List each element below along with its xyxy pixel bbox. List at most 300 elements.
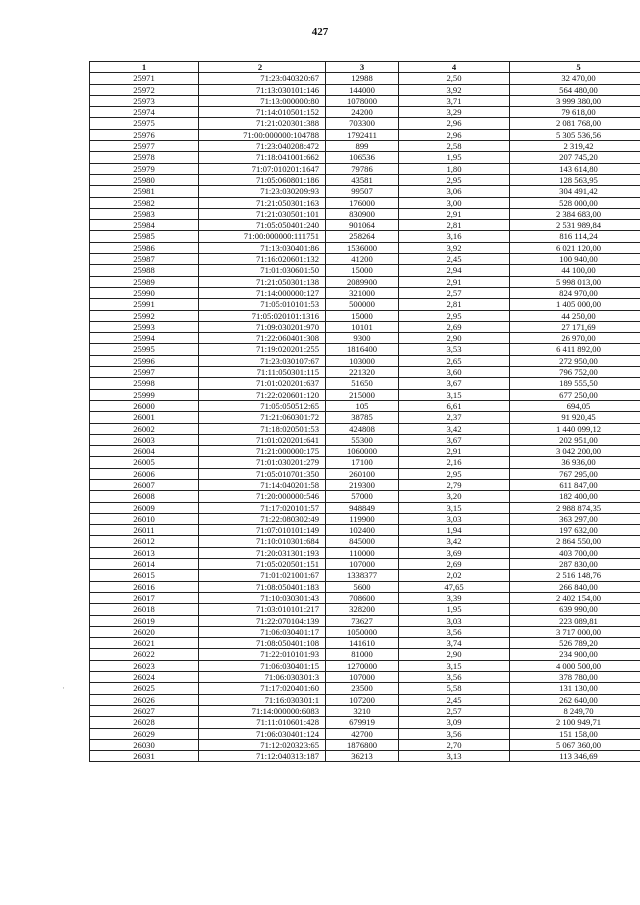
cadastral-value-cell: 100 940,00 (510, 254, 640, 265)
row-number-cell: 26024 (90, 672, 199, 683)
cadastral-value-cell: 202 951,00 (510, 434, 640, 445)
area-cell: 107200 (326, 694, 399, 705)
cadastral-number-cell: 71:13:030401:86 (199, 242, 326, 253)
cadastral-value-cell: 91 920,45 (510, 412, 640, 423)
cadastral-value-cell: 44 250,00 (510, 310, 640, 321)
row-number-cell: 26025 (90, 683, 199, 694)
specific-value-cell: 2,90 (399, 333, 510, 344)
specific-value-cell: 2,91 (399, 446, 510, 457)
cadastral-number-cell: 71:09:030201:970 (199, 321, 326, 332)
table-row (90, 513, 640, 524)
row-number-cell: 25986 (90, 242, 199, 253)
table-header (90, 62, 640, 73)
table-row (90, 491, 640, 502)
area-cell: 105 (326, 400, 399, 411)
table-row (90, 265, 640, 276)
table-row (90, 649, 640, 660)
specific-value-cell: 2,57 (399, 705, 510, 716)
cadastral-value-cell: 2 081 768,00 (510, 118, 640, 129)
specific-value-cell: 3,56 (399, 672, 510, 683)
area-cell: 1816400 (326, 344, 399, 355)
row-number-cell: 25991 (90, 299, 199, 310)
specific-value-cell: 2,96 (399, 118, 510, 129)
specific-value-cell: 3,15 (399, 660, 510, 671)
header-row (90, 62, 640, 73)
area-cell: 99507 (326, 186, 399, 197)
table-row (90, 321, 640, 332)
cadastral-number-cell: 71:01:021001:67 (199, 570, 326, 581)
table-row (90, 208, 640, 219)
cadastral-number-cell: 71:06:030401:124 (199, 728, 326, 739)
cadastral-value-cell: 143 614,80 (510, 163, 640, 174)
table-row (90, 717, 640, 728)
specific-value-cell: 3,03 (399, 615, 510, 626)
cadastral-number-cell: 71:23:040320:67 (199, 73, 326, 84)
area-cell: 424808 (326, 423, 399, 434)
area-cell: 57000 (326, 491, 399, 502)
specific-value-cell: 3,67 (399, 378, 510, 389)
area-cell: 830900 (326, 208, 399, 219)
specific-value-cell: 2,57 (399, 287, 510, 298)
area-cell: 901064 (326, 220, 399, 231)
cadastral-number-cell: 71:06:030401:17 (199, 626, 326, 637)
specific-value-cell: 3,92 (399, 84, 510, 95)
specific-value-cell: 3,92 (399, 242, 510, 253)
cadastral-number-cell: 71:22:080302:49 (199, 513, 326, 524)
specific-value-cell: 3,42 (399, 536, 510, 547)
row-number-cell: 26030 (90, 739, 199, 750)
specific-value-cell: 2,81 (399, 220, 510, 231)
specific-value-cell: 3,69 (399, 547, 510, 558)
table-row (90, 672, 640, 683)
cadastral-number-cell: 71:05:010701:350 (199, 468, 326, 479)
cadastral-number-cell: 71:12:020323:65 (199, 739, 326, 750)
table-row (90, 446, 640, 457)
table-row (90, 389, 640, 400)
row-number-cell: 26022 (90, 649, 199, 660)
cadastral-number-cell: 71:07:010201:1647 (199, 163, 326, 174)
cadastral-value-cell: 2 402 154,00 (510, 592, 640, 603)
cadastral-number-cell: 71:10:030301:43 (199, 592, 326, 603)
cadastral-number-cell: 71:22:010101:93 (199, 649, 326, 660)
specific-value-cell: 3,53 (399, 344, 510, 355)
table-row (90, 638, 640, 649)
cadastral-value-cell: 79 618,00 (510, 107, 640, 118)
table-row (90, 95, 640, 106)
cadastral-number-cell: 71:22:020601:120 (199, 389, 326, 400)
table-row (90, 604, 640, 615)
cadastral-number-cell: 71:19:020201:255 (199, 344, 326, 355)
cadastral-number-cell: 71:16:020601:132 (199, 254, 326, 265)
row-number-cell: 26018 (90, 604, 199, 615)
table-row (90, 457, 640, 468)
table-row (90, 344, 640, 355)
specific-value-cell: 2,94 (399, 265, 510, 276)
area-cell: 708600 (326, 592, 399, 603)
cadastral-number-cell: 71:13:000000:80 (199, 95, 326, 106)
cadastral-number-cell: 71:05:020501:151 (199, 559, 326, 570)
cadastral-value-cell: 694,05 (510, 400, 640, 411)
cadastral-value-cell: 528 000,00 (510, 197, 640, 208)
cadastral-number-cell: 71:01:030601:50 (199, 265, 326, 276)
table-row (90, 547, 640, 558)
cadastral-number-cell: 71:01:020201:641 (199, 434, 326, 445)
area-cell: 17100 (326, 457, 399, 468)
row-number-cell: 26009 (90, 502, 199, 513)
specific-value-cell: 3,71 (399, 95, 510, 106)
row-number-cell: 26011 (90, 525, 199, 536)
cadastral-value-cell: 767 295,00 (510, 468, 640, 479)
area-cell: 15000 (326, 310, 399, 321)
specific-value-cell: 3,56 (399, 728, 510, 739)
cadastral-number-cell: 71:08:050401:183 (199, 581, 326, 592)
table-body (90, 73, 640, 762)
cadastral-number-cell: 71:03:010101:217 (199, 604, 326, 615)
row-number-cell: 25996 (90, 355, 199, 366)
area-cell: 1270000 (326, 660, 399, 671)
cadastral-value-cell: 32 470,00 (510, 73, 640, 84)
area-cell: 176000 (326, 197, 399, 208)
cadastral-value-cell: 2 319,42 (510, 141, 640, 152)
row-number-cell: 26003 (90, 434, 199, 445)
specific-value-cell: 2,37 (399, 412, 510, 423)
table-row (90, 287, 640, 298)
cadastral-value-cell: 223 089,81 (510, 615, 640, 626)
cadastral-value-cell: 363 297,00 (510, 513, 640, 524)
table-row (90, 220, 640, 231)
row-number-cell: 25990 (90, 287, 199, 298)
specific-value-cell: 3,67 (399, 434, 510, 445)
row-number-cell: 26013 (90, 547, 199, 558)
table-row (90, 592, 640, 603)
table-row (90, 310, 640, 321)
specific-value-cell: 2,95 (399, 310, 510, 321)
cadastral-number-cell: 71:06:030301:3 (199, 672, 326, 683)
cadastral-value-table (89, 61, 640, 762)
cadastral-number-cell: 71:23:030107:67 (199, 355, 326, 366)
area-cell: 948849 (326, 502, 399, 513)
table-row (90, 739, 640, 750)
specific-value-cell: 2,58 (399, 141, 510, 152)
table-row (90, 231, 640, 242)
area-cell: 81000 (326, 649, 399, 660)
cadastral-value-cell: 128 563,95 (510, 174, 640, 185)
table-row (90, 705, 640, 716)
area-cell: 15000 (326, 265, 399, 276)
area-cell: 119900 (326, 513, 399, 524)
table-row (90, 479, 640, 490)
row-number-cell: 26019 (90, 615, 199, 626)
area-cell: 102400 (326, 525, 399, 536)
table-row (90, 400, 640, 411)
specific-value-cell: 3,00 (399, 197, 510, 208)
row-number-cell: 25972 (90, 84, 199, 95)
cadastral-number-cell: 71:21:020301:388 (199, 118, 326, 129)
cadastral-number-cell: 71:17:020101:57 (199, 502, 326, 513)
cadastral-value-cell: 304 491,42 (510, 186, 640, 197)
row-number-cell: 26006 (90, 468, 199, 479)
cadastral-number-cell: 71:21:050301:138 (199, 276, 326, 287)
row-number-cell: 26029 (90, 728, 199, 739)
cadastral-value-cell: 3 999 380,00 (510, 95, 640, 106)
specific-value-cell: 2,16 (399, 457, 510, 468)
table-row (90, 728, 640, 739)
cadastral-value-cell: 44 100,00 (510, 265, 640, 276)
area-cell: 1338377 (326, 570, 399, 581)
table-row (90, 536, 640, 547)
table-row (90, 197, 640, 208)
specific-value-cell: 3,03 (399, 513, 510, 524)
row-number-cell: 26001 (90, 412, 199, 423)
specific-value-cell: 3,39 (399, 592, 510, 603)
table-row (90, 570, 640, 581)
specific-value-cell: 2,90 (399, 649, 510, 660)
row-number-cell: 25993 (90, 321, 199, 332)
specific-value-cell: 3,74 (399, 638, 510, 649)
cadastral-value-cell: 272 950,00 (510, 355, 640, 366)
area-cell: 43581 (326, 174, 399, 185)
cadastral-number-cell: 71:05:010101:53 (199, 299, 326, 310)
table-row (90, 412, 640, 423)
table-row (90, 333, 640, 344)
row-number-cell: 25992 (90, 310, 199, 321)
specific-value-cell: 2,45 (399, 694, 510, 705)
cadastral-value-cell: 824 970,00 (510, 287, 640, 298)
cadastral-number-cell: 71:12:040313:187 (199, 751, 326, 762)
row-number-cell: 26015 (90, 570, 199, 581)
table-row (90, 163, 640, 174)
table-row (90, 502, 640, 513)
area-cell: 141610 (326, 638, 399, 649)
cadastral-number-cell: 71:05:050512:65 (199, 400, 326, 411)
column-header-1: 1 (90, 62, 199, 73)
area-cell: 107000 (326, 559, 399, 570)
row-number-cell: 25995 (90, 344, 199, 355)
row-number-cell: 25989 (90, 276, 199, 287)
row-number-cell: 26027 (90, 705, 199, 716)
table-row (90, 468, 640, 479)
area-cell: 703300 (326, 118, 399, 129)
cadastral-number-cell: 71:05:060801:186 (199, 174, 326, 185)
row-number-cell: 25973 (90, 95, 199, 106)
specific-value-cell: 3,20 (399, 491, 510, 502)
cadastral-number-cell: 71:20:000000:546 (199, 491, 326, 502)
area-cell: 679919 (326, 717, 399, 728)
area-cell: 42700 (326, 728, 399, 739)
row-number-cell: 26005 (90, 457, 199, 468)
row-number-cell: 25977 (90, 141, 199, 152)
cadastral-number-cell: 71:23:040208:472 (199, 141, 326, 152)
specific-value-cell: 6,61 (399, 400, 510, 411)
area-cell: 106536 (326, 152, 399, 163)
cadastral-number-cell: 71:22:070104:139 (199, 615, 326, 626)
column-header-3: 3 (326, 62, 399, 73)
table-row (90, 73, 640, 84)
row-number-cell: 25988 (90, 265, 199, 276)
specific-value-cell: 3,42 (399, 423, 510, 434)
area-cell: 221320 (326, 367, 399, 378)
specific-value-cell: 47,65 (399, 581, 510, 592)
row-number-cell: 25987 (90, 254, 199, 265)
cadastral-value-cell: 2 384 683,00 (510, 208, 640, 219)
table-row (90, 129, 640, 140)
area-cell: 55300 (326, 434, 399, 445)
specific-value-cell: 2,45 (399, 254, 510, 265)
specific-value-cell: 2,69 (399, 321, 510, 332)
table-row (90, 186, 640, 197)
specific-value-cell: 3,56 (399, 626, 510, 637)
area-cell: 73627 (326, 615, 399, 626)
specific-value-cell: 5,58 (399, 683, 510, 694)
specific-value-cell: 2,79 (399, 479, 510, 490)
specific-value-cell: 2,95 (399, 468, 510, 479)
area-cell: 321000 (326, 287, 399, 298)
page-number: 427 (311, 26, 329, 38)
cadastral-value-cell: 5 067 360,00 (510, 739, 640, 750)
cadastral-number-cell: 71:05:020101:1316 (199, 310, 326, 321)
table-row (90, 751, 640, 762)
cadastral-value-cell: 6 021 120,00 (510, 242, 640, 253)
cadastral-number-cell: 71:21:030501:101 (199, 208, 326, 219)
cadastral-value-cell: 234 900,00 (510, 649, 640, 660)
cadastral-value-cell: 1 405 000,00 (510, 299, 640, 310)
area-cell: 260100 (326, 468, 399, 479)
cadastral-number-cell: 71:17:020401:60 (199, 683, 326, 694)
specific-value-cell: 3,16 (399, 231, 510, 242)
specific-value-cell: 1,95 (399, 152, 510, 163)
row-number-cell: 26016 (90, 581, 199, 592)
table-row (90, 174, 640, 185)
cadastral-number-cell: 71:22:060401:308 (199, 333, 326, 344)
cadastral-number-cell: 71:18:041001:662 (199, 152, 326, 163)
cadastral-value-cell: 266 840,00 (510, 581, 640, 592)
cadastral-value-cell: 564 480,00 (510, 84, 640, 95)
row-number-cell: 25985 (90, 231, 199, 242)
cadastral-value-cell: 6 411 892,00 (510, 344, 640, 355)
specific-value-cell: 2,96 (399, 129, 510, 140)
area-cell: 24200 (326, 107, 399, 118)
area-cell: 258264 (326, 231, 399, 242)
table-row (90, 254, 640, 265)
table-row (90, 299, 640, 310)
specific-value-cell: 1,80 (399, 163, 510, 174)
row-number-cell: 26023 (90, 660, 199, 671)
area-cell: 1050000 (326, 626, 399, 637)
table-row (90, 107, 640, 118)
cadastral-number-cell: 71:14:010501:152 (199, 107, 326, 118)
cadastral-value-cell: 2 516 148,76 (510, 570, 640, 581)
area-cell: 500000 (326, 299, 399, 310)
table-row (90, 355, 640, 366)
cadastral-value-cell: 2 864 550,00 (510, 536, 640, 547)
table-row (90, 141, 640, 152)
row-number-cell: 25971 (90, 73, 199, 84)
specific-value-cell: 3,15 (399, 389, 510, 400)
cadastral-number-cell: 71:08:050401:108 (199, 638, 326, 649)
cadastral-value-cell: 113 346,69 (510, 751, 640, 762)
cadastral-value-cell: 3 717 000,00 (510, 626, 640, 637)
row-number-cell: 26008 (90, 491, 199, 502)
cadastral-value-cell: 2 988 874,35 (510, 502, 640, 513)
area-cell: 328200 (326, 604, 399, 615)
area-cell: 103000 (326, 355, 399, 366)
cadastral-number-cell: 71:14:040201:58 (199, 479, 326, 490)
row-number-cell: 26026 (90, 694, 199, 705)
row-number-cell: 26010 (90, 513, 199, 524)
table-row (90, 242, 640, 253)
cadastral-number-cell: 71:01:020201:637 (199, 378, 326, 389)
cadastral-number-cell: 71:13:030101:146 (199, 84, 326, 95)
area-cell: 845000 (326, 536, 399, 547)
table-row (90, 525, 640, 536)
specific-value-cell: 3,15 (399, 502, 510, 513)
area-cell: 219300 (326, 479, 399, 490)
row-number-cell: 25978 (90, 152, 199, 163)
specific-value-cell: 3,09 (399, 717, 510, 728)
table-row (90, 581, 640, 592)
cadastral-number-cell: 71:01:030201:279 (199, 457, 326, 468)
cadastral-value-cell: 3 042 200,00 (510, 446, 640, 457)
cadastral-value-cell: 1 440 099,12 (510, 423, 640, 434)
area-cell: 1078000 (326, 95, 399, 106)
cadastral-number-cell: 71:21:000000:175 (199, 446, 326, 457)
column-header-4: 4 (399, 62, 510, 73)
row-number-cell: 26004 (90, 446, 199, 457)
area-cell: 144000 (326, 84, 399, 95)
cadastral-value-cell: 262 640,00 (510, 694, 640, 705)
cadastral-value-cell: 207 745,20 (510, 152, 640, 163)
row-number-cell: 26017 (90, 592, 199, 603)
specific-value-cell: 1,95 (399, 604, 510, 615)
table-row (90, 423, 640, 434)
row-number-cell: 26031 (90, 751, 199, 762)
table-row (90, 118, 640, 129)
row-number-cell: 25998 (90, 378, 199, 389)
row-number-cell: 26014 (90, 559, 199, 570)
area-cell: 110000 (326, 547, 399, 558)
cadastral-value-cell: 639 990,00 (510, 604, 640, 615)
row-number-cell: 26020 (90, 626, 199, 637)
cadastral-value-cell: 816 114,24 (510, 231, 640, 242)
area-cell: 23500 (326, 683, 399, 694)
column-header-5: 5 (510, 62, 640, 73)
cadastral-value-cell: 378 780,00 (510, 672, 640, 683)
table-row (90, 694, 640, 705)
row-number-cell: 25997 (90, 367, 199, 378)
cadastral-number-cell: 71:07:010101:149 (199, 525, 326, 536)
cadastral-number-cell: 71:18:020501:53 (199, 423, 326, 434)
cadastral-value-cell: 4 000 500,00 (510, 660, 640, 671)
row-number-cell: 25980 (90, 174, 199, 185)
specific-value-cell: 3,29 (399, 107, 510, 118)
cadastral-number-cell: 71:21:050301:163 (199, 197, 326, 208)
specific-value-cell: 2,69 (399, 559, 510, 570)
table-row (90, 276, 640, 287)
specific-value-cell: 1,94 (399, 525, 510, 536)
row-number-cell: 26028 (90, 717, 199, 728)
table-row (90, 434, 640, 445)
row-number-cell: 25979 (90, 163, 199, 174)
table-row (90, 378, 640, 389)
cadastral-value-cell: 796 752,00 (510, 367, 640, 378)
table-row (90, 626, 640, 637)
row-number-cell: 25984 (90, 220, 199, 231)
table-row (90, 615, 640, 626)
cadastral-number-cell: 71:16:030301:1 (199, 694, 326, 705)
cadastral-value-cell: 403 700,00 (510, 547, 640, 558)
area-cell: 9300 (326, 333, 399, 344)
specific-value-cell: 3,13 (399, 751, 510, 762)
